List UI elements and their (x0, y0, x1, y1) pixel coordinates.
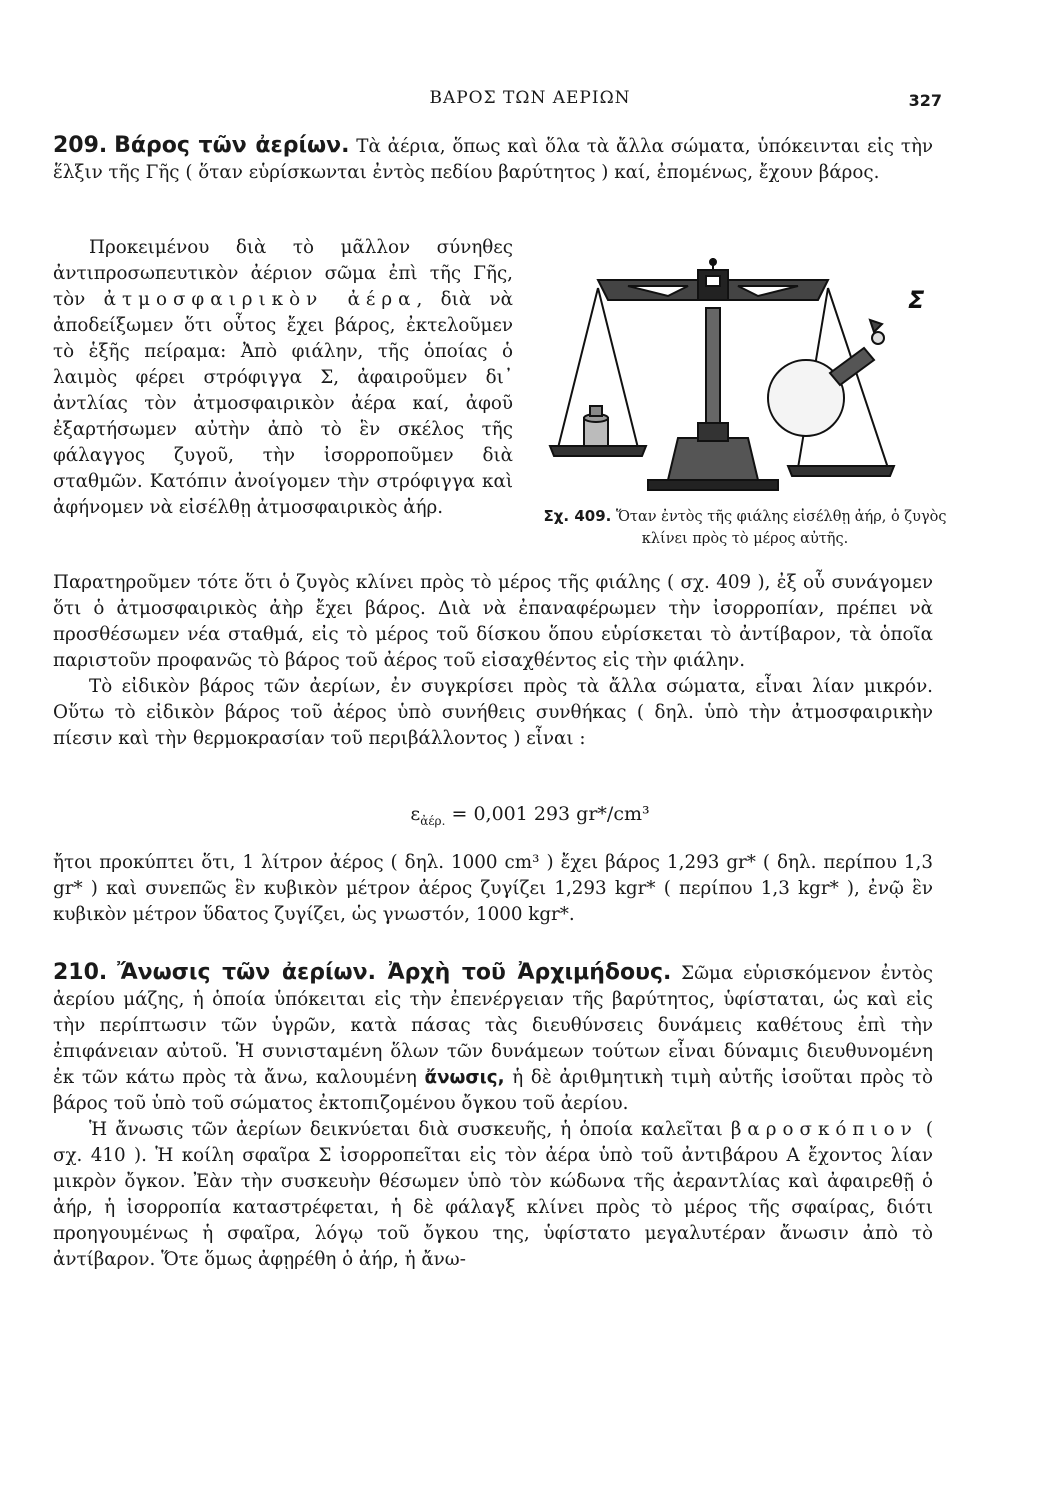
observation-paragraph: Παρατηροῦμεν τότε ὅτι ὁ ζυγὸς κλίνει πρὸς τὸ μέρος τῆς φιάλης ( σχ. 409 ), ἐξ οὗ συνάγομεν ὅτι ὁ ἀτμοσφαιρικὸς ἀὴρ ἔχει βάρος. Διὰ νὰ ἐπαναφέρωμεν τὴν ἰσορροπίαν, πρέπει νὰ προσθέσωμεν νέα σταθμά, εἰς τὸ μέρος τοῦ δίσκου ὅπου εὑρίσκεται τὸ ἀντίβαρον, τὰ ὁποῖα παριστοῦν προφανῶς τὸ βάρος τοῦ ἀέρος τοῦ εἰσαχθέντος εἰς τὴν φιάλην. (53, 572, 933, 671)
section-209-result (53, 850, 933, 928)
figure-409-label: Σχ. 409. (543, 507, 612, 525)
section-210-p2-text-b: ( σχ. 410 ). Ἡ κοίλη σφαῖρα Σ ἰσορροπεῖται εἰς τὸν ἀέρα ὑπὸ τοῦ ἀντιβάρου Α ἔχοντος λίαν μικρὸν ὄγκον. Ἐὰν τὴν συσκευὴν θέσωμεν ὑπὸ τὸν κώδωνα τῆς ἀεραντλίας καὶ ἀφαιρεθῇ ὁ ἀήρ, ἡ ἰσορροπία καταστρέφεται, ἡ δὲ φάλαγξ κλίνει πρὸς τὸ μέρος τῆς σφαίρας, διότι προηγουμένως ἡ σφαῖρα, λόγῳ τοῦ ὄγκου της, ὑφίστατο μεγαλυτέραν ἄνωσιν ἀπὸ τὸ ἀντίβαρον. Ὅτε ὅμως ἀφῃρέθη ὁ ἀήρ, ἡ ἄνω- (53, 1119, 933, 1270)
formula-value: = 0,001 293 gr*/cm³ (451, 803, 650, 825)
experiment-text-b: , διὰ νὰ ἀποδείξωμεν ὅτι οὗτος ἔχει βάρος, ἐκτελοῦμεν τὸ ἑξῆς πείραμα: Ἀπὸ φιάλην, τῆς ὁποίας ὁ λαιμὸς φέρει στρόφιγγα Σ, ἀφαιροῦμεν δι᾽ ἀντλίας τὸν ἀτμοσφαιρικὸν ἀέρα καί, ἀφοῦ ἐξαρτήσωμεν αὐτὴν ἀπὸ τὸ ἓν σκέλος τῆς φάλαγγος ζυγοῦ, τὴν ἰσορροποῦμεν διὰ σταθμῶν. Κατόπιν ἀνοίγομεν τὴν στρόφιγγα καὶ ἀφήνομεν νὰ εἰσέλθῃ ἀτμοσφαιρικὸς ἀήρ. (53, 289, 513, 518)
section-210-text-a: Σῶμα εὑρισκόμενον ἐντὸς ἀερίου μάζης, ἡ ὁποία ὑπόκειται εἰς τὴν ἐπενέργειαν τῆς βαρύτητος, ὑφίσταται, ὡς καὶ εἰς τὴν περίπτωσιν τῶν ὑγρῶν, κατὰ πάσας τὰς διευθύνσεις δυνάμεις καθέτους ἐπὶ τὴν ἐπιφάνειαν αὐτοῦ. Ἡ συνισταμένη ὅλων τῶν δυνάμεων τούτων εἶναι δύναμις διευθυνομένη ἐκ τῶν κάτω πρὸς τὰ ἄνω, καλουμένη (53, 963, 934, 1088)
experiment-text-a: Προκειμένου διὰ τὸ μᾶλλον σύνηθες ἀντιπροσωπευτικὸν ἀέριον σῶμα ἐπὶ τῆς Γῆς, τὸν (53, 237, 513, 310)
section-209-number: 209. (53, 133, 108, 158)
experiment-paragraph (53, 235, 513, 521)
specific-weight-paragraph: Τὸ εἰδικὸν βάρος τῶν ἀερίων, ἐν συγκρίσει πρὸς τὰ ἄλλα σώματα, εἶναι λίαν μικρόν. Οὕτω τὸ εἰδικὸν βάρος τοῦ ἀέρος ὑπὸ συνήθεις συνθήκας ( δηλ. ὑπὸ τὴν ἀτμοσφαιρικὴν πίεσιν καὶ τὴν θερμοκρασίαν τοῦ περιβάλλοντος ) εἶναι : (53, 676, 933, 749)
figure-409-balance (548, 258, 948, 498)
section-210-title: Ἄνωσις τῶν ἀερίων. Ἀρχὴ τοῦ Ἀρχιμήδους. (117, 960, 672, 985)
section-209-title: Βάρος τῶν ἀερίων. (114, 133, 350, 158)
formula-subscript: ἀέρ. (420, 813, 446, 828)
section-210 (53, 960, 933, 1273)
section-210-text-b: ἡ δὲ ἀριθμητικὴ τιμὴ αὐτῆς ἰσοῦται πρὸς τὸ βάρος τοῦ ὑπὸ τοῦ σώματος ἐκτοπιζομένου ὄγκου τοῦ ἀερίου. (53, 1067, 933, 1114)
balance-base-icon (648, 480, 778, 490)
section-209-intro (53, 133, 933, 186)
section-210-p2-text-a: Ἡ ἄνωσις τῶν ἀερίων δεικνύεται διὰ συσκευῆς, ἡ ὁποία καλεῖται (89, 1119, 731, 1140)
section-210-number: 210. (53, 960, 108, 985)
section-210-paragraph-1 (53, 960, 933, 1117)
section-209-intro-text: Τὰ ἀέρια, ὅπως καὶ ὅλα τὰ ἄλλα σώματα, ὑπόκεινται εἰς τὴν ἕλξιν τῆς Γῆς ( ὅταν εὑρίσκωνται ἐντὸς πεδίου βαρύτητος ) καί, ἐπομένως, ἔχουν βάρος. (53, 136, 934, 183)
section-209-continued (53, 570, 933, 752)
result-paragraph: ἤτοι προκύπτει ὅτι, 1 λίτρον ἀέρος ( δηλ. 1000 cm³ ) ἔχει βάρος 1,293 gr* ( δηλ. περίπου 1,3 gr* ) καὶ συνεπῶς ἓν κυβικὸν μέτρον ἀέρος ζυγίζει 1,293 kgr* ( περίπου 1,3 kgr* ), ἐνῷ ἓν κυβικὸν μέτρον ὕδατος ζυγίζει, ὡς γνωστόν, 1000 kgr*. (53, 852, 933, 925)
section-210-paragraph-2 (53, 1117, 933, 1273)
section-210-spaced-term: βαροσκόπιον (730, 1119, 918, 1140)
section-210-bold-term: ἄνωσις, (424, 1067, 505, 1088)
experiment-spaced-term: ἀτμοσφαιρικὸν ἀέρα (103, 289, 417, 310)
figure-sigma-label: Σ (908, 286, 925, 314)
figure-409-caption-text: Ὅταν ἐντὸς τῆς φιάλης εἰσέλθῃ ἀήρ, ὁ ζυγὸς κλίνει πρὸς τὸ μέρος αὐτῆς. (615, 509, 947, 547)
running-head: ΒΑΡΟΣ ΤΩΝ ΑΕΡΙΩΝ (429, 88, 631, 108)
page-number: 327 (908, 91, 942, 110)
figure-409-caption (540, 505, 950, 550)
air-specific-weight-formula (0, 803, 1060, 828)
formula-symbol: ε (410, 803, 421, 825)
